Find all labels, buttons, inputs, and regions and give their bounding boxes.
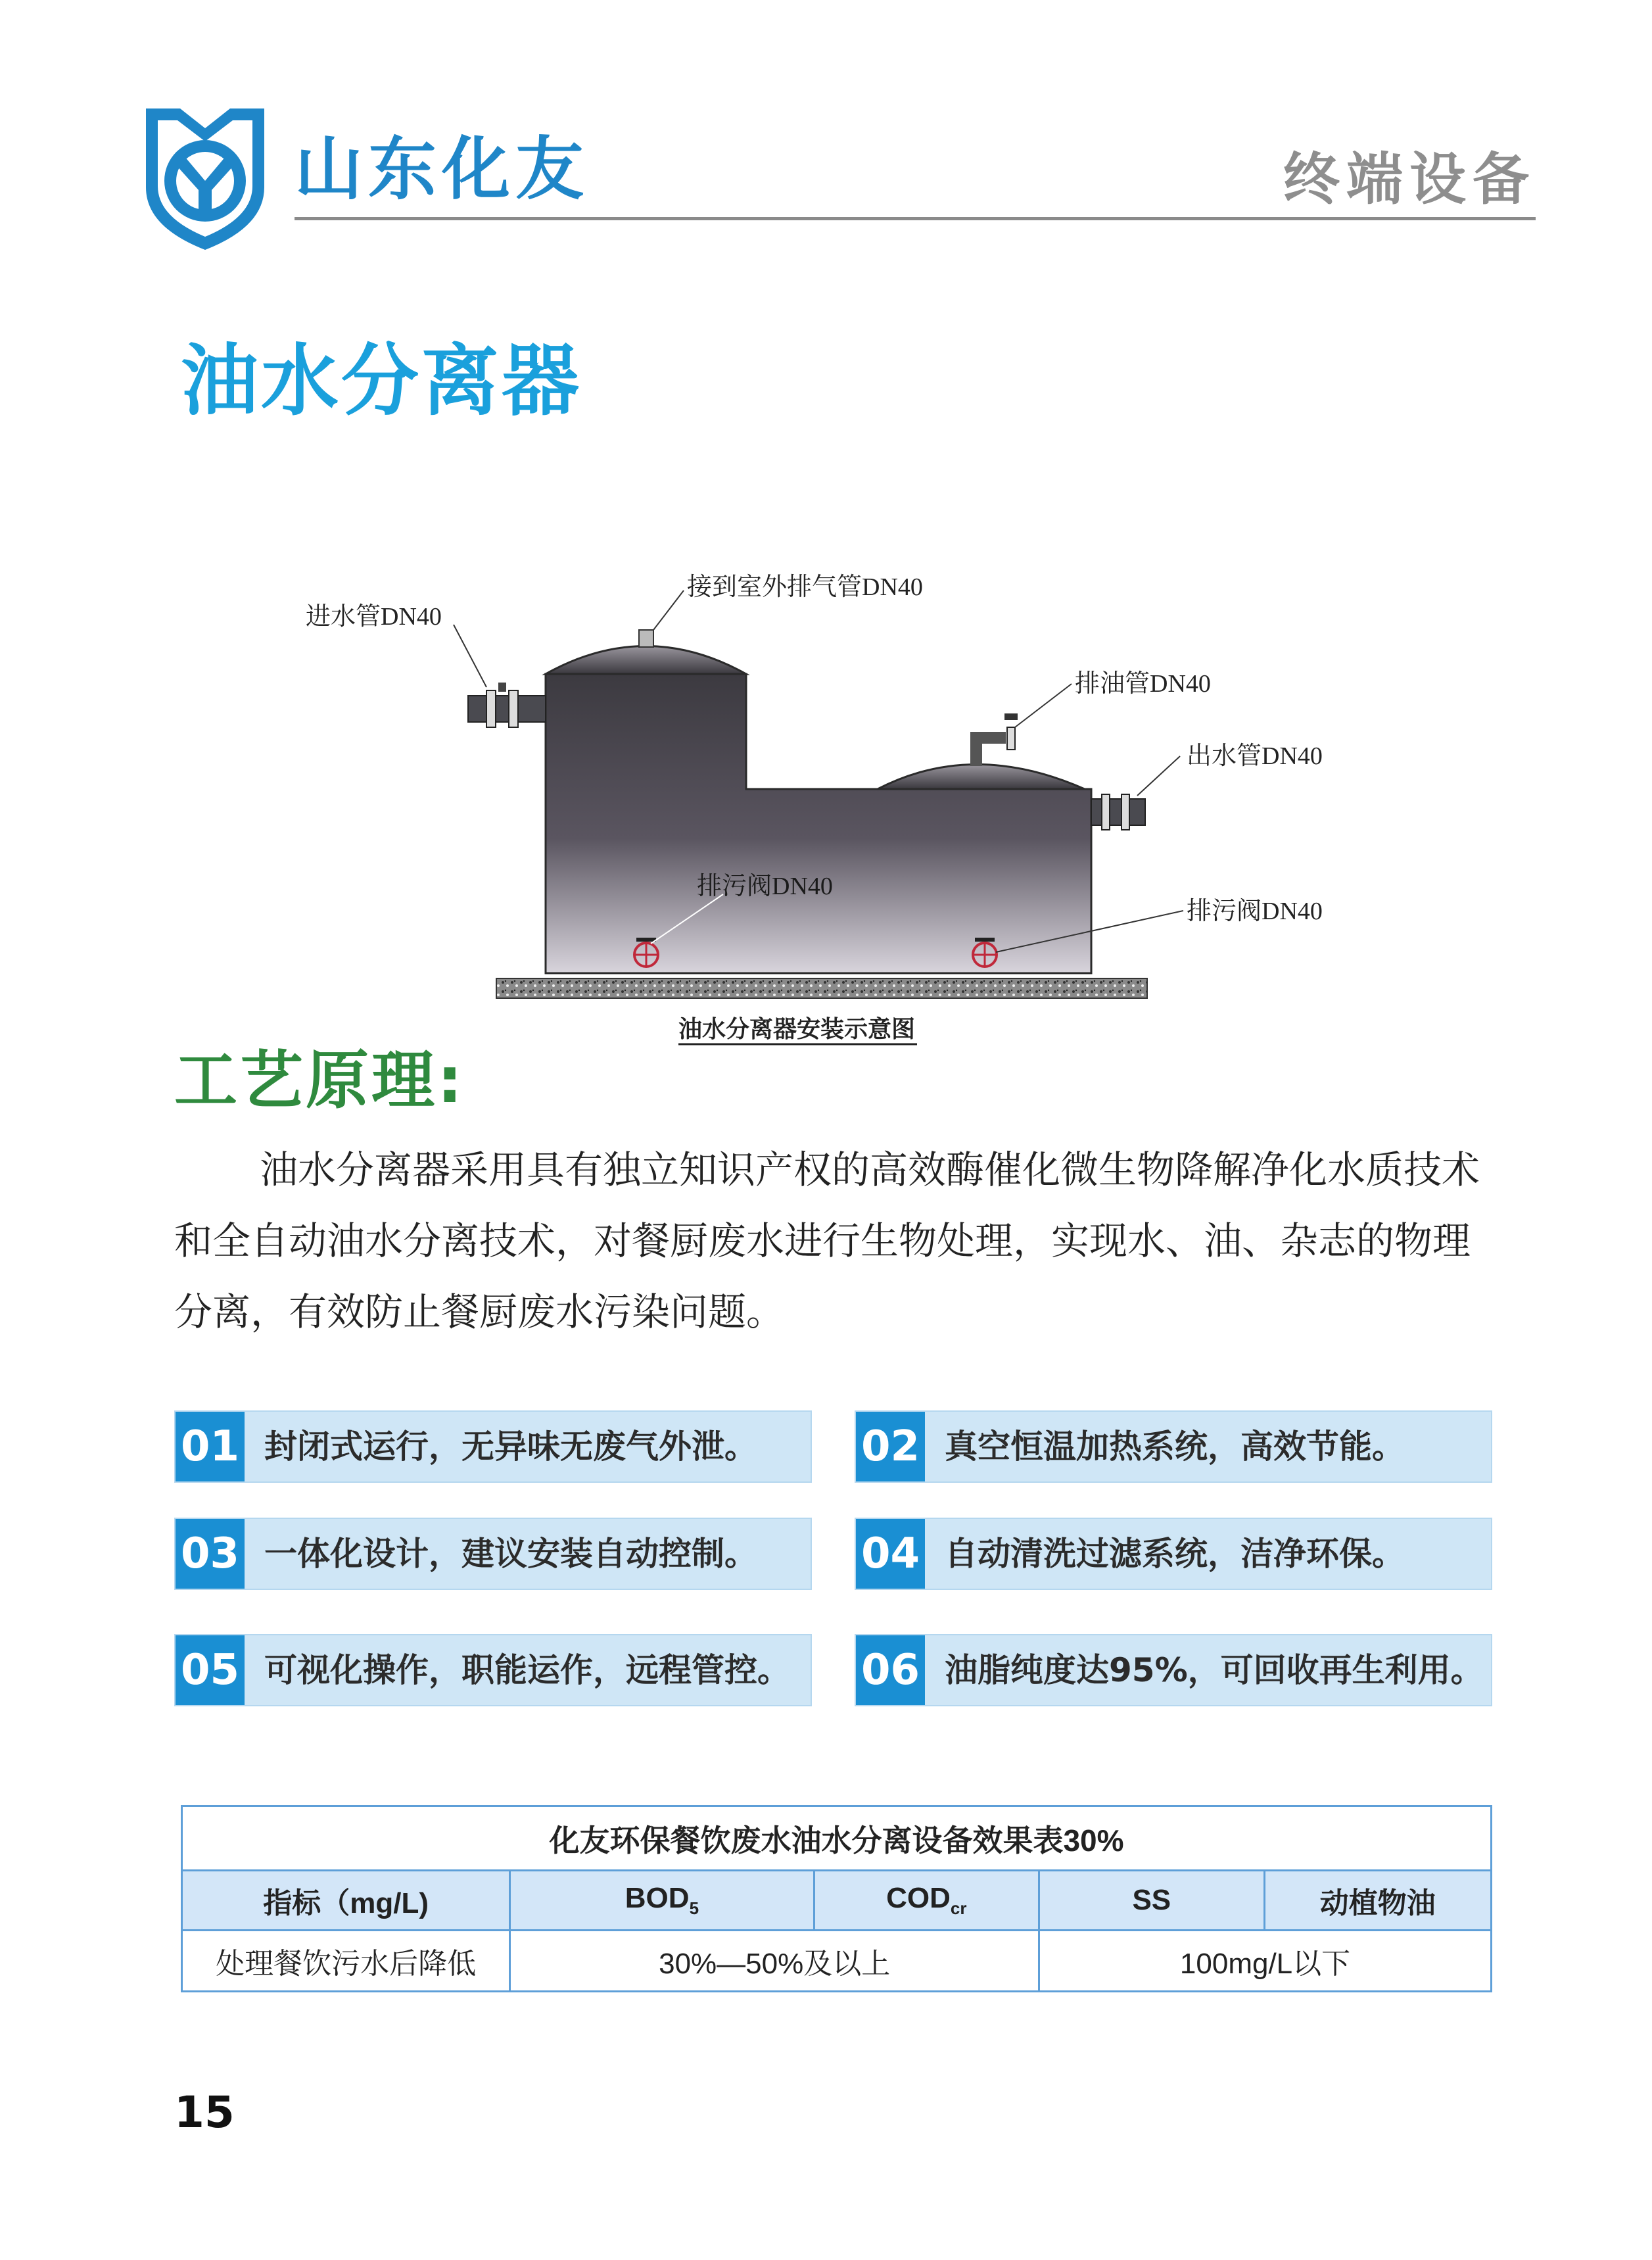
effect-table [181,1805,1492,1992]
feature-number: 03 [176,1519,245,1589]
tank-dome-left [546,646,746,675]
diagram-caption: 油水分离器安装示意图 [678,1016,916,1042]
feature-number: 06 [856,1635,925,1705]
feature-text: 油脂纯度达95%，可回收再生利用。 [945,1651,1484,1689]
row-value-ss-oil: 100mg/L以下 [1039,1931,1492,1992]
feature-number: 05 [176,1635,245,1705]
feature-text: 可视化操作，职能运作，远程管控。 [264,1651,790,1689]
feature-number: 01 [176,1412,245,1481]
header-oil: 动植物油 [1264,1871,1491,1931]
row-label: 处理餐饮污水后降低 [182,1931,510,1992]
page-title: 油水分离器 [181,335,582,426]
feature-text: 真空恒温加热系统，高效节能。 [945,1428,1405,1466]
feature-item [174,1634,812,1706]
feature-item [174,1410,812,1483]
feature-text: 一体化设计，建议安装自动控制。 [264,1535,757,1573]
feature-number: 02 [856,1412,925,1481]
label-inlet: 进水管DN40 [306,603,442,631]
header-divider [295,217,1536,220]
table-caption: 化友环保餐饮废水油水分离设备效果表30% [182,1806,1492,1871]
label-outlet: 出水管DN40 [1187,742,1323,770]
row-value-bod-cod: 30%—50%及以上 [510,1931,1039,1992]
feature-text: 自动清洗过滤系统，洁净环保。 [945,1535,1405,1573]
outlet-pipe [1091,794,1145,830]
header-cod [814,1871,1039,1931]
header-bod-sub: 5 [689,1898,699,1918]
page-number: 15 [174,2087,235,2138]
ground-slab [496,978,1147,998]
header-cod-label: COD [886,1882,951,1915]
feature-item [855,1634,1492,1706]
feature-text: 封闭式运行，无异味无废气外泄。 [264,1428,757,1466]
separator-install-diagram [289,565,1367,1065]
shield-y-logo-icon [139,102,271,253]
label-sewage-valve-1: 排污阀DN40 [697,873,833,900]
inlet-pipe [468,683,546,727]
label-sewage-valve-2: 排污阀DN40 [1187,898,1323,925]
section-label: 终端设备 [1283,147,1536,212]
oil-drain-pipe [976,713,1018,766]
feature-item [174,1518,812,1590]
table-row [182,1931,1492,1992]
brand-name: 山东化友 [295,129,590,209]
header-bod [510,1871,814,1931]
header-bod-label: BOD [625,1882,690,1915]
principle-body: 油水分离器采用具有独立知识产权的高效酶催化微生物降解净化水质技术和全自动油水分离技术，对餐厨废水进行生物处理，实现水、油、杂志的物理分离，有效防止餐厨废水污染问题。 [174,1147,1480,1334]
table-header-row [182,1871,1492,1931]
feature-number: 04 [856,1519,925,1589]
feature-item [855,1518,1492,1590]
label-oil-drain: 排油管DN40 [1075,670,1211,698]
header-ss: SS [1039,1871,1264,1931]
vent-pipe [639,630,653,647]
header-indicator: 指标（mg/L) [182,1871,510,1931]
header-cod-sub: cr [950,1898,967,1918]
feature-item [855,1410,1492,1483]
label-vent: 接到室外排气管DN40 [687,573,923,601]
section-heading: 工艺原理: [174,1044,465,1117]
tank-dome-right [878,765,1085,790]
